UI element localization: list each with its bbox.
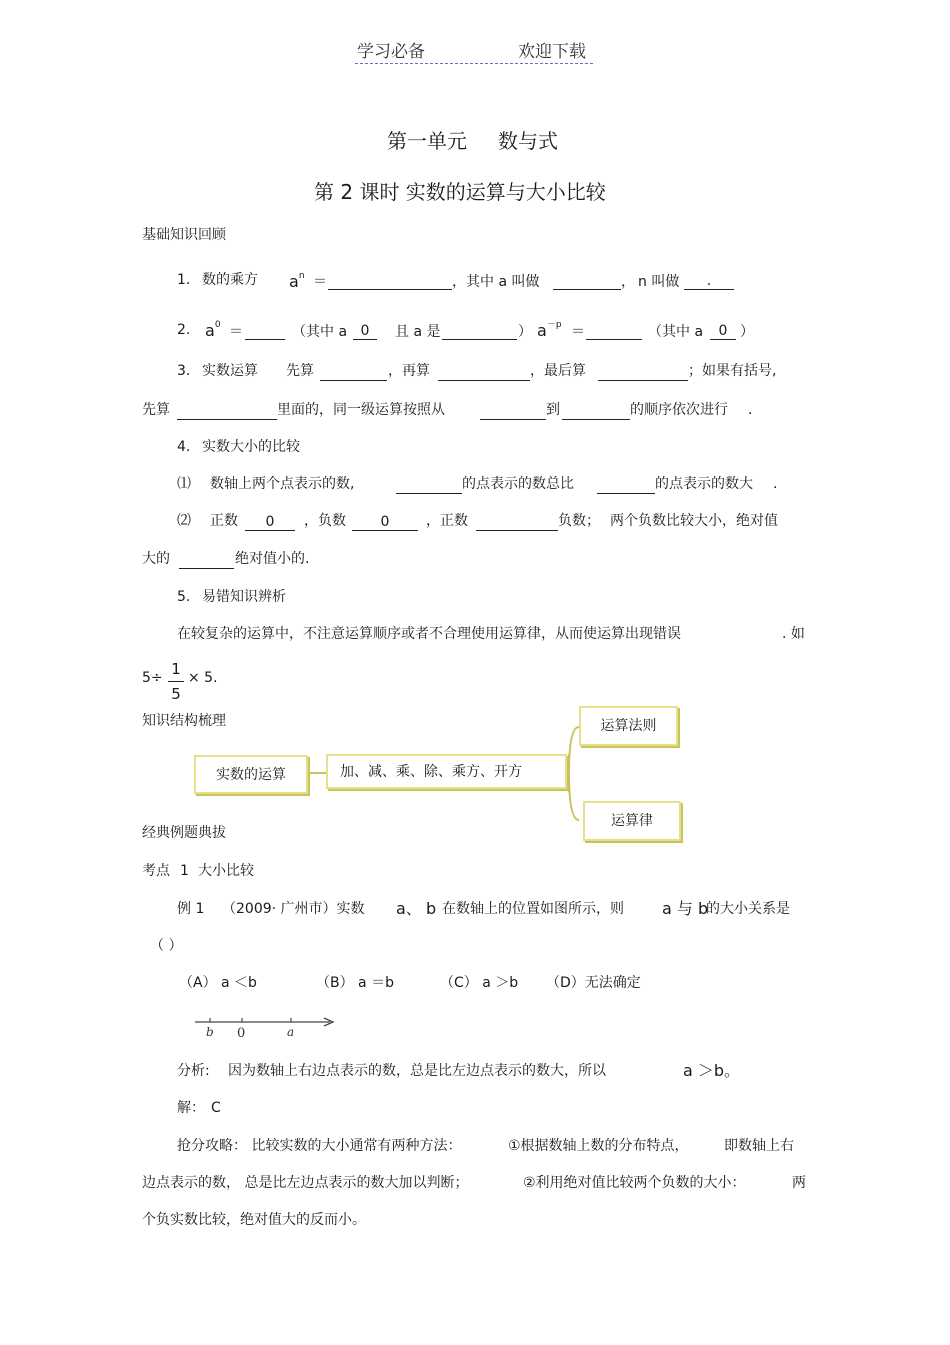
item2-paren2: （其中 a <box>648 324 704 340</box>
connector-to-top <box>569 727 579 773</box>
strategy-line2-a: 边点表示的数， 总是比左边点表示的数大加以判断； <box>142 1175 469 1191</box>
item2-close2: ） <box>740 324 754 340</box>
item2-paren1: （其中 a <box>292 324 348 340</box>
kaodian-text: 大小比较 <box>198 863 254 879</box>
example1-b: b <box>426 899 437 918</box>
item3-label: 实数运算 <box>202 363 258 379</box>
item4-2-zero-b: 0 <box>352 515 418 531</box>
item4-1-text1: 数轴上两个点表示的数, <box>210 476 355 492</box>
example1-bracket: （ ） <box>150 938 183 954</box>
item2-close1: ） <box>518 324 532 340</box>
option-c[interactable]: （C） a ＞b <box>440 975 519 991</box>
strategy-line2-b: ②利用绝对值比较两个负数的大小： <box>523 1175 746 1191</box>
kaodian-num: 1 <box>180 863 189 879</box>
item4-2-num: ⑵ <box>177 513 191 529</box>
lesson-title: 第 2 课时 实数的运算与大小比较 <box>314 180 606 204</box>
item5-num: 5. <box>177 589 191 605</box>
item4-1-period: . <box>773 476 778 492</box>
item2-eq: ＝ <box>229 324 243 340</box>
item4-2-pos: 正数 <box>210 513 238 529</box>
item2-power: $a^0$ <box>205 320 221 340</box>
strategy-line1-b: ①根据数轴上数的分布特点， <box>508 1138 689 1154</box>
example1-source: （2009· 广州市）实数 <box>222 901 365 917</box>
option-a[interactable]: （A） a ＜b <box>179 975 257 991</box>
strategy-line2-c: 两 <box>792 1175 806 1191</box>
item5-label: 易错知识辨析 <box>202 589 286 605</box>
strategy-line1-c: 即数轴上右 <box>724 1138 794 1154</box>
example1-a: a、 <box>396 899 422 918</box>
item4-2-neg: ，负数 <box>304 513 346 529</box>
example1-rest: 在数轴上的位置如图所示，则 <box>442 901 624 917</box>
item4-label: 实数大小的比较 <box>202 439 300 455</box>
header-right: 欢迎下载 <box>518 42 586 62</box>
strategy-line3: 个负实数比较，绝对值大的反而小。 <box>142 1212 366 1228</box>
item4-2-neg2: 负数； <box>558 513 600 529</box>
label-b: b <box>206 1025 214 1038</box>
item3-num: 3. <box>177 363 191 379</box>
node-rules: 运算法则 <box>579 706 678 746</box>
item3-then: ，再算 <box>388 363 430 379</box>
blank-dot: . <box>706 273 712 289</box>
item4-1-text2: 的点表示的数总比 <box>462 476 574 492</box>
number-line <box>190 1012 340 1038</box>
example1-a2: a 与 b <box>662 899 709 918</box>
label-zero: 0 <box>237 1026 246 1038</box>
item1-eq: ＝ <box>313 274 327 290</box>
item4-2-rest: 两个负数比较大小，绝对值 <box>610 513 778 529</box>
fraction-denominator: 5 <box>171 685 181 703</box>
node-root: 实数的运算 <box>194 755 308 794</box>
expr-start: 5÷ <box>142 670 163 686</box>
item3-brackets: ；如果有括号, <box>688 363 777 379</box>
analysis-result: a ＞b。 <box>683 1061 741 1080</box>
item3-line2-first: 先算 <box>142 402 170 418</box>
analysis-text: 因为数轴上右边点表示的数，总是比左边点表示的数大，所以 <box>228 1063 606 1079</box>
item2-zero2: 0 <box>710 324 736 340</box>
expr-end: × 5. <box>188 670 218 686</box>
item4-1-num: ⑴ <box>177 476 191 492</box>
item1-label: 数的乘方 <box>202 272 258 288</box>
answer-label: 解： <box>177 1100 205 1116</box>
item3-line2-inside: 里面的，同一级运算按照从 <box>277 402 445 418</box>
examples-heading: 经典例题典拔 <box>142 825 226 841</box>
node-operations: 加、减、乘、除、乘方、开方 <box>326 754 567 789</box>
item4-1-text3: 的点表示的数大 <box>655 476 753 492</box>
item2-zero1: 0 <box>353 324 377 340</box>
analysis-label: 分析: <box>177 1063 210 1079</box>
example1-rest2: 的大小关系是 <box>706 901 790 917</box>
item2-and: 且 a 是 <box>395 324 441 340</box>
item2-eq2: ＝ <box>571 324 585 340</box>
item5-para: 在较复杂的运算中，不注意运算顺序或者不合理使用运算律，从而使运算出现错误 <box>177 626 681 642</box>
unit-title-part1: 第一单元 <box>387 129 467 153</box>
item3-first: 先算 <box>286 363 314 379</box>
item1-comma: ， <box>621 274 635 290</box>
strategy-line1-a: 抢分攻略： 比较实数的大小通常有两种方法： <box>177 1138 462 1154</box>
item3-last: ，最后算 <box>530 363 586 379</box>
label-a: a <box>287 1025 295 1038</box>
unit-title-part2: 数与式 <box>498 129 558 153</box>
item1-mid: ，其中 a 叫做 <box>452 274 540 290</box>
item1-power: $a^n$ <box>289 271 305 291</box>
item5-para-end: . 如 <box>782 626 805 642</box>
item4-2-line2-end: 绝对值小的. <box>235 551 310 567</box>
item2-num: 2. <box>177 322 191 338</box>
section-basics: 基础知识回顾 <box>142 227 226 243</box>
item3-period: . <box>748 402 753 418</box>
option-d[interactable]: （D）无法确定 <box>546 975 641 991</box>
item4-num: 4. <box>177 439 191 455</box>
kaodian-label: 考点 <box>142 863 170 879</box>
item4-2-zero-a: 0 <box>245 515 295 531</box>
item4-2-line2-start: 大的 <box>142 551 170 567</box>
item3-to: 到 <box>546 402 560 418</box>
header-left: 学习必备 <box>357 42 425 62</box>
answer-value: C <box>211 1100 221 1116</box>
option-b[interactable]: （B） a ＝b <box>316 975 394 991</box>
node-laws: 运算律 <box>583 801 681 841</box>
item2-power2: $a^{-p}$ <box>537 320 562 340</box>
item1-num: 1. <box>177 272 191 288</box>
fraction-numerator: 1 <box>171 660 181 678</box>
item1-n-label: n 叫做 <box>638 274 680 290</box>
connector-to-bottom <box>569 773 579 820</box>
structure-heading: 知识结构梳理 <box>142 713 226 729</box>
item3-order: 的顺序依次进行 <box>630 402 728 418</box>
example1-prefix: 例 1 <box>177 901 205 917</box>
item4-2-pos2: ，正数 <box>426 513 468 529</box>
